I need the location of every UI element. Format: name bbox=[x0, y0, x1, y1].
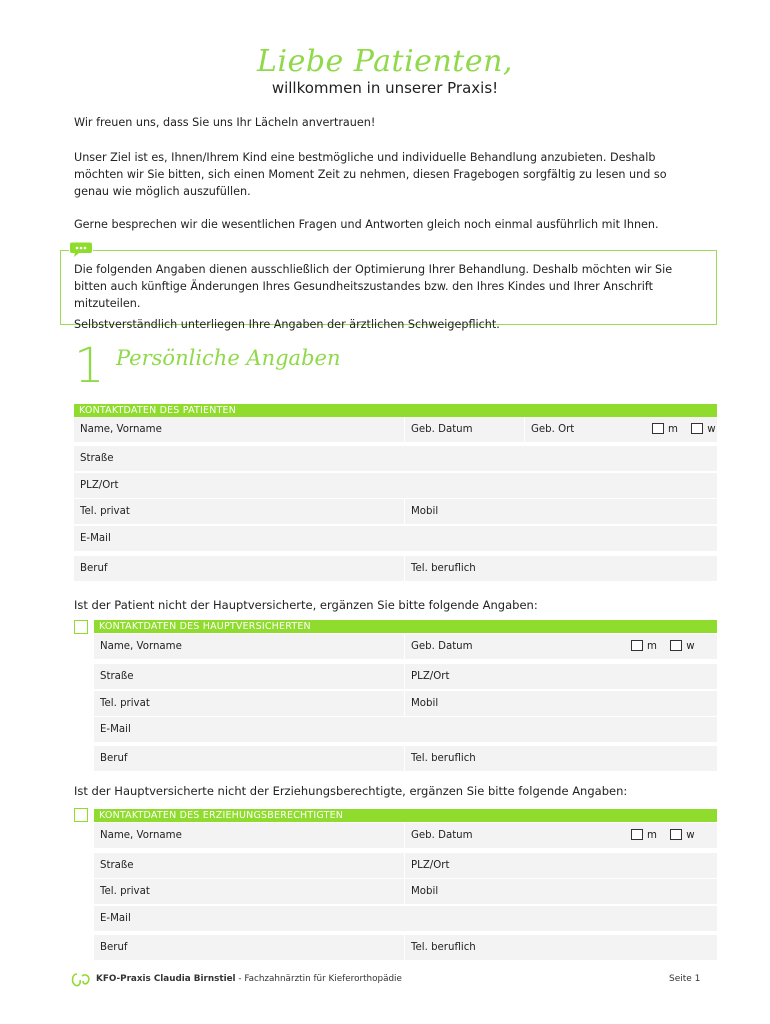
footer-text bbox=[96, 974, 402, 984]
hv-plz-field[interactable] bbox=[404, 664, 717, 689]
notice-text-2: Selbstverständlich unterliegen Ihre Angaben der ärztlichen Schweigepflicht. bbox=[74, 318, 500, 331]
intro-paragraph-3: Gerne besprechen wir die wesentlichen Fragen und Antworten gleich noch einmal ausführlich mit Ihnen. bbox=[74, 218, 659, 231]
field-label: Tel. beruflich bbox=[411, 753, 476, 764]
eb-name-field[interactable] bbox=[94, 823, 404, 848]
field-label: Mobil bbox=[411, 506, 439, 517]
field-label: Beruf bbox=[100, 753, 128, 764]
field-label: Straße bbox=[100, 671, 134, 682]
patient-section-header: KONTAKTDATEN DES PATIENTEN bbox=[74, 404, 717, 417]
gender-w-checkbox[interactable] bbox=[670, 640, 682, 651]
hauptversicherter-checkbox[interactable] bbox=[74, 620, 88, 634]
hv-row-email bbox=[94, 717, 717, 742]
gender-m-checkbox[interactable] bbox=[652, 423, 664, 434]
intro-paragraph-2: Unser Ziel ist es, Ihnen/Ihrem Kind eine bestmögliche und individuelle Behandlung anzubieten. Deshalb möchten wir Sie bitten, sich einen Moment Zeit zu nehmen, diesen Fragebogen sorgfältig zu lesen und so genau wie möglich auszufüllen. bbox=[74, 151, 667, 198]
gender-m-label: m bbox=[668, 424, 678, 435]
eb-email-field[interactable] bbox=[94, 906, 717, 931]
hv-email-field[interactable] bbox=[94, 717, 717, 742]
practice-logo-icon bbox=[70, 972, 92, 992]
hv-row-job bbox=[94, 746, 717, 771]
field-label: Beruf bbox=[80, 563, 108, 574]
field-label: Tel. beruflich bbox=[411, 942, 476, 953]
footer-description: - Fachzahnärztin für Kieferorthopädie bbox=[235, 974, 402, 984]
gender-w-checkbox[interactable] bbox=[670, 829, 682, 840]
eb-street-field[interactable] bbox=[94, 853, 404, 878]
field-label: PLZ/Ort bbox=[411, 671, 450, 682]
field-label: Tel. beruflich bbox=[411, 563, 476, 574]
eb-row-job bbox=[94, 935, 717, 960]
patient-birthdate-field[interactable] bbox=[404, 417, 524, 442]
patient-street-field[interactable] bbox=[74, 446, 717, 471]
eb-gender bbox=[631, 823, 695, 848]
hv-job-field[interactable] bbox=[94, 746, 404, 771]
field-label: Tel. privat bbox=[100, 698, 150, 709]
patient-worktel-field[interactable] bbox=[404, 556, 717, 581]
hv-name-field[interactable] bbox=[94, 634, 404, 659]
field-label: Name, Vorname bbox=[100, 830, 182, 841]
patient-tel-field[interactable] bbox=[74, 499, 404, 524]
page-number: Seite 1 bbox=[669, 974, 701, 984]
eb-mobile-field[interactable] bbox=[404, 879, 717, 904]
field-label: Geb. Ort bbox=[531, 424, 575, 435]
gender-w-label: w bbox=[707, 424, 716, 435]
patient-row-email bbox=[74, 526, 717, 551]
gender-m-checkbox[interactable] bbox=[631, 829, 643, 840]
patient-job-field[interactable] bbox=[74, 556, 404, 581]
hv-row-street bbox=[94, 664, 717, 689]
patient-gender bbox=[652, 417, 716, 442]
eb-row-tel bbox=[94, 879, 717, 904]
eb-tel-field[interactable] bbox=[94, 879, 404, 904]
section-title: Persönliche Angaben bbox=[116, 346, 341, 370]
eb-birthdate-field[interactable] bbox=[404, 823, 624, 848]
eb-job-field[interactable] bbox=[94, 935, 404, 960]
section-number: 1 bbox=[74, 338, 105, 394]
speech-bubble-icon bbox=[69, 241, 93, 259]
hv-row-tel bbox=[94, 691, 717, 716]
patient-mobile-field[interactable] bbox=[404, 499, 717, 524]
patient-row-name bbox=[74, 417, 717, 442]
patient-name-field[interactable] bbox=[74, 417, 404, 442]
field-label: E-Mail bbox=[80, 533, 111, 544]
field-label: Tel. privat bbox=[80, 506, 130, 517]
field-label: E-Mail bbox=[100, 724, 131, 735]
hv-worktel-field[interactable] bbox=[404, 746, 717, 771]
gender-m-label: m bbox=[647, 830, 657, 841]
hv-birthdate-field[interactable] bbox=[404, 634, 624, 659]
eb-worktel-field[interactable] bbox=[404, 935, 717, 960]
patient-birthplace-field[interactable] bbox=[524, 417, 649, 442]
gender-w-label: w bbox=[686, 641, 695, 652]
field-label: PLZ/Ort bbox=[80, 480, 119, 491]
eb-plz-field[interactable] bbox=[404, 853, 717, 878]
hauptversicherter-question: Ist der Patient nicht der Hauptversicherte, ergänzen Sie bitte folgende Angaben: bbox=[74, 598, 538, 612]
patient-plz-field[interactable] bbox=[74, 473, 717, 498]
field-label: Geb. Datum bbox=[411, 641, 473, 652]
gender-w-checkbox[interactable] bbox=[691, 423, 703, 434]
patient-row-tel bbox=[74, 499, 717, 524]
page-subtitle: willkommen in unserer Praxis! bbox=[271, 79, 499, 97]
hauptversicherter-section-header: KONTAKTDATEN DES HAUPTVERSICHERTEN bbox=[94, 620, 717, 633]
hv-tel-field[interactable] bbox=[94, 691, 404, 716]
patient-row-plz bbox=[74, 473, 717, 498]
field-label: Tel. privat bbox=[100, 886, 150, 897]
patient-row-job bbox=[74, 556, 717, 581]
field-label: Straße bbox=[100, 860, 134, 871]
erziehungsberechtigter-checkbox[interactable] bbox=[74, 808, 88, 822]
field-label: Mobil bbox=[411, 886, 439, 897]
field-label: Straße bbox=[80, 453, 114, 464]
footer-brand: KFO-Praxis Claudia Birnstiel bbox=[96, 974, 236, 984]
hv-mobile-field[interactable] bbox=[404, 691, 717, 716]
notice-box bbox=[60, 250, 717, 331]
field-label: Name, Vorname bbox=[80, 424, 162, 435]
field-label: Geb. Datum bbox=[411, 830, 473, 841]
field-label: Beruf bbox=[100, 942, 128, 953]
hv-gender bbox=[631, 634, 695, 659]
erziehungsberechtigter-section-header: KONTAKTDATEN DES ERZIEHUNGSBERECHTIGTEN bbox=[94, 809, 717, 822]
intro-paragraph-1: Wir freuen uns, dass Sie uns Ihr Lächeln anvertrauen! bbox=[74, 116, 376, 129]
eb-row-name bbox=[94, 823, 717, 848]
field-label: Mobil bbox=[411, 698, 439, 709]
field-label: PLZ/Ort bbox=[411, 860, 450, 871]
gender-m-label: m bbox=[647, 641, 657, 652]
hv-street-field[interactable] bbox=[94, 664, 404, 689]
gender-w-label: w bbox=[686, 830, 695, 841]
patient-email-field[interactable] bbox=[74, 526, 717, 551]
notice-text-1: Die folgenden Angaben dienen ausschließlich der Optimierung Ihrer Behandlung. Deshalb möchten wir Sie bitten auch künftige Änderungen Ihres Gesundheitszustandes bzw. den Ihres Kindes und Ihrer Anschrift mitzuteilen. bbox=[74, 263, 673, 310]
eb-row-street bbox=[94, 853, 717, 878]
field-label: Geb. Datum bbox=[411, 424, 473, 435]
eb-row-email bbox=[94, 906, 717, 931]
field-label: Name, Vorname bbox=[100, 641, 182, 652]
hv-row-name bbox=[94, 634, 717, 659]
gender-m-checkbox[interactable] bbox=[631, 640, 643, 651]
patient-row-street bbox=[74, 446, 717, 471]
page-title: Liebe Patienten, bbox=[257, 44, 513, 79]
erziehungsberechtigter-question: Ist der Hauptversicherte nicht der Erziehungsberechtigte, ergänzen Sie bitte folgende Angaben: bbox=[74, 784, 628, 798]
field-label: E-Mail bbox=[100, 913, 131, 924]
